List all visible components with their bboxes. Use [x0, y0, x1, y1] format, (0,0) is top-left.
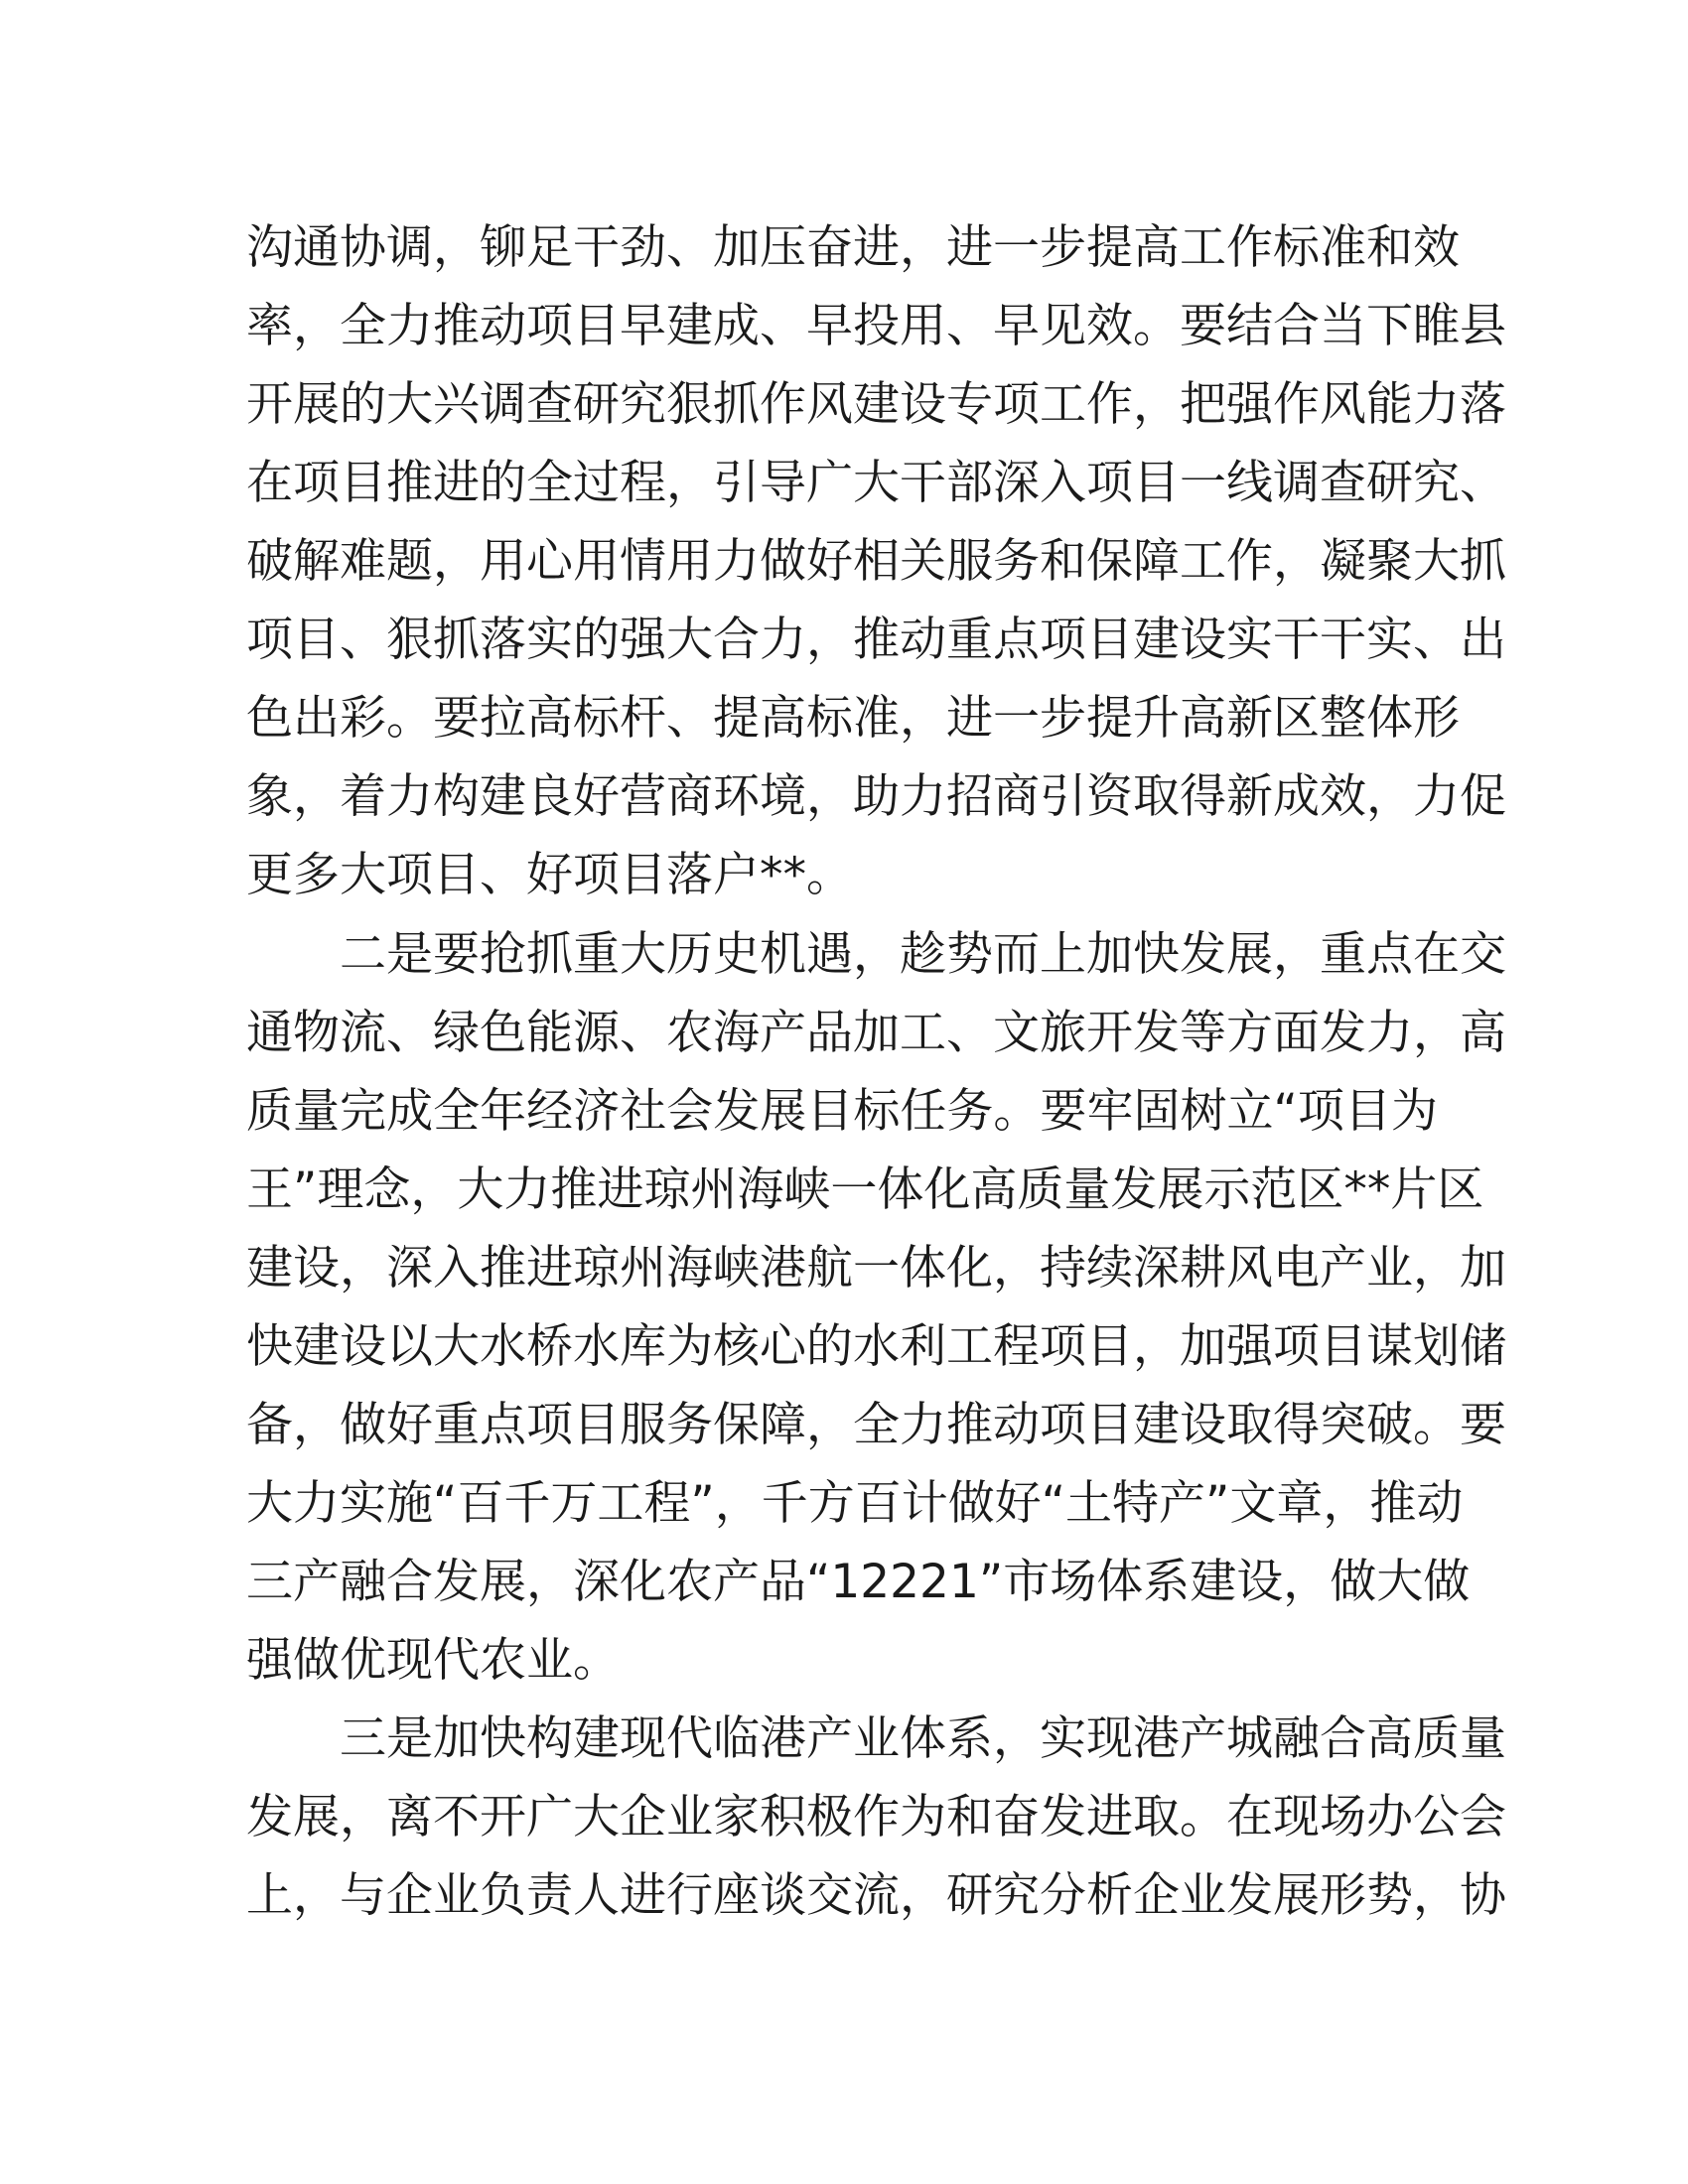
- text-line: 破解难题，用心用情用力做好相关服务和保障工作，凝聚大抓: [246, 534, 1506, 589]
- text-line: 质量完成全年经济社会发展目标任务。要牢固树立“项目为: [246, 1084, 1438, 1139]
- text-line: 象，着力构建良好营商环境，助力招商引资取得新成效，力促: [246, 769, 1506, 824]
- text-line: 发展，离不开广大企业家积极作为和奋发进取。在现场办公会: [246, 1790, 1506, 1844]
- text-line: 三产融合发展，深化农产品“12221”市场体系建设，做大做: [246, 1555, 1471, 1609]
- text-line: 大力实施“百千万工程”，千方百计做好“土特产”文章，推动: [246, 1476, 1464, 1531]
- text-line: 色出彩。要拉高标杆、提高标准，进一步提升高新区整体形: [246, 691, 1460, 746]
- text-line: 二是要抢抓重大历史机遇，趁势而上加快发展，重点在交: [340, 927, 1506, 982]
- paragraph-point-three: [246, 1700, 1506, 1935]
- text-line: 在项目推进的全过程，引导广大干部深入项目一线调查研究、: [246, 456, 1506, 510]
- text-line: 率，全力推动项目早建成、早投用、早见效。要结合当下睢县: [246, 299, 1506, 353]
- text-line: 快建设以大水桥水库为核心的水利工程项目，加强项目谋划储: [246, 1319, 1506, 1374]
- text-line: 强做优现代农业。: [246, 1633, 620, 1688]
- paragraph-point-two: [246, 915, 1506, 1700]
- text-line: 通物流、绿色能源、农海产品加工、文旅开发等方面发力，高: [246, 1006, 1506, 1060]
- text-line: 建设，深入推进琼州海峡港航一体化，持续深耕风电产业，加: [246, 1241, 1506, 1296]
- paragraph-continuation: [246, 208, 1506, 914]
- text-line: 开展的大兴调查研究狠抓作风建设专项工作，把强作风能力落: [246, 377, 1506, 432]
- text-line: 备，做好重点项目服务保障，全力推动项目建设取得突破。要: [246, 1398, 1506, 1452]
- text-line: 更多大项目、好项目落户**。: [246, 848, 853, 902]
- text-line: 项目、狠抓落实的强大合力，推动重点项目建设实干干实、出: [246, 613, 1506, 667]
- text-line: 上，与企业负责人进行座谈交流，研究分析企业发展形势，协: [246, 1868, 1506, 1923]
- text-line: 三是加快构建现代临港产业体系，实现港产城融合高质量: [340, 1711, 1506, 1766]
- text-line: 王”理念，大力推进琼州海峡一体化高质量发展示范区**片区: [246, 1162, 1484, 1217]
- text-line: 沟通协调，铆足干劲、加压奋进，进一步提高工作标准和效: [246, 220, 1460, 275]
